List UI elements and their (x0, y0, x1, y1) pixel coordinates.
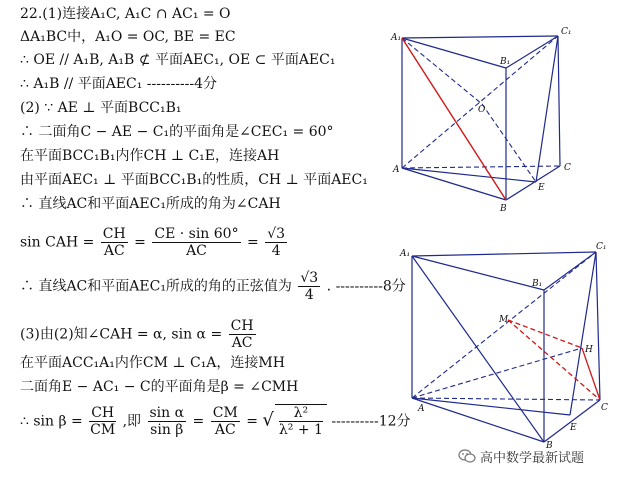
label-c1: C₁ (561, 27, 572, 37)
score-marker: . ----------8分 (326, 278, 406, 295)
step-2-angle: ∴ 直线AC和平面AEC₁所成的角为∠CAH (20, 196, 281, 212)
watermark-text: 高中数学最新试题 (480, 450, 585, 466)
label-m: M (499, 315, 509, 325)
fraction-denominator: AC (103, 243, 125, 259)
step-3-dihedral: 二面角E − AC₁ − C的平面角是β = ∠CMH (20, 379, 299, 395)
label-b: B (546, 441, 553, 450)
prism-figure-2 (396, 240, 611, 450)
step-1-conclusion: ∴ A₁B // 平面AEC₁ ----------4分 (20, 76, 218, 92)
edge-b-c (544, 400, 600, 442)
label-c: C (601, 403, 608, 413)
dashed-a-c (412, 398, 600, 400)
fraction-cm-ac (211, 405, 240, 438)
dashed-a-c1 (412, 252, 596, 398)
label-b: B (500, 204, 507, 214)
step-3-construct: 在平面ACC₁A₁内作CM ⊥ C₁A，连接MH (20, 355, 285, 371)
edge-b1-c1 (506, 36, 558, 68)
sqrt-symbol: √ (262, 409, 274, 431)
red-h-c (582, 348, 600, 400)
score-marker: ----------12分 (331, 413, 411, 430)
connector-text: ,即 (122, 413, 142, 430)
line-a-e (402, 168, 536, 182)
sin-beta-lhs: ∴ sin β = (20, 413, 83, 430)
line-c1-e (570, 252, 596, 415)
edge-c1-c (558, 36, 560, 166)
step-2-dihedral: ∴ 二面角C − AE − C₁的平面角是∠CEC₁ = 60° (20, 124, 334, 140)
fraction-sin-ratio (148, 405, 187, 438)
label-b1: B₁ (532, 279, 543, 289)
fraction-numerator: CM (212, 405, 238, 421)
line-c1-e (536, 36, 558, 182)
red-m-h (508, 320, 582, 348)
equals-sign: = (192, 413, 205, 430)
fraction-numerator: √3 (267, 226, 286, 242)
step-1-parallel: ∴ OE // A₁B, A₁B ⊄ 平面AEC₁, OE ⊂ 平面AEC₁ (20, 52, 336, 68)
label-a: A (393, 165, 400, 175)
edge-a-b (402, 168, 506, 200)
red-a1-b (402, 38, 506, 200)
edge-a1-c1 (412, 252, 596, 256)
prism-figure-1 (388, 20, 588, 220)
fraction-denominator: AC (231, 335, 253, 351)
label-a1: A₁ (391, 33, 402, 43)
step-2-property: 由平面AEC₁ ⊥ 平面BCC₁B₁的性质，CH ⊥ 平面AEC₁ (20, 172, 368, 188)
step-2-conclusion (20, 270, 406, 303)
step-2-construct: 在平面BCC₁B₁内作CH ⊥ C₁E，连接AH (20, 148, 280, 164)
fraction-ch-ac (101, 226, 128, 259)
step-1-connect: 22.(1)连接A₁C, A₁C ∩ AC₁ = O (20, 6, 231, 22)
dashed-a-h (412, 348, 582, 398)
sin-cah-equation (20, 226, 289, 259)
fraction-ch-cm (89, 405, 116, 438)
fraction-numerator: λ² (279, 405, 323, 422)
sin-beta-equation (20, 404, 411, 438)
label-c1: C₁ (596, 242, 607, 252)
edge-a1-c1 (402, 36, 558, 38)
fraction-sqrt3-4-result (298, 270, 320, 303)
fraction-lambda (279, 405, 323, 438)
fraction-denominator: sin β (150, 422, 184, 438)
equals-sign: = (134, 234, 146, 251)
fraction-numerator: √3 (300, 270, 319, 286)
step-2-start: (2) ∵ AE ⊥ 平面BCC₁B₁ (20, 100, 182, 116)
line-a1-b (412, 256, 544, 442)
fraction-numerator: CE · sin 60° (154, 226, 239, 242)
step-3-text: (3)由(2)知∠CAH = α, sin α = (20, 326, 223, 343)
label-a1: A₁ (400, 249, 411, 259)
fraction-denominator: AC (186, 243, 207, 259)
dashed-o-e (482, 104, 536, 182)
label-c: C (564, 163, 571, 173)
dashed-a-c (402, 166, 560, 168)
label-a: A (418, 404, 425, 414)
edge-c1-c (596, 252, 600, 400)
label-h: H (585, 345, 593, 355)
label-o: O (478, 105, 486, 115)
watermark (458, 445, 608, 467)
fraction-ce-sin60 (152, 226, 240, 259)
step-3-start (20, 318, 258, 351)
fraction-denominator: λ² + 1 (278, 422, 323, 438)
label-e: E (538, 183, 545, 193)
fraction-denominator: 4 (271, 243, 281, 259)
conclusion-text: ∴ 直线AC和平面AEC₁所成的角的正弦值为 (20, 278, 292, 295)
fraction-numerator: CH (102, 226, 126, 242)
fraction-denominator: AC (214, 422, 236, 438)
label-e: E (570, 423, 577, 433)
fraction-numerator: sin α (149, 405, 185, 421)
dashed-a1-c (402, 38, 482, 104)
fraction-denominator: CM (90, 422, 116, 438)
fraction-sqrt3-4 (265, 226, 287, 259)
sqrt-body (275, 404, 327, 438)
step-1-triangle: ΔA₁BC中，A₁O = OC, BE = EC (20, 29, 236, 45)
label-b1: B₁ (500, 57, 511, 67)
fraction-numerator: CH (230, 318, 254, 334)
edge-b-c (506, 166, 560, 200)
wechat-icon (458, 448, 476, 464)
fraction-ch-ac-alpha (229, 318, 256, 351)
fraction-denominator: 4 (304, 287, 314, 303)
equals-sign: = (246, 413, 258, 430)
equals-sign: = (247, 234, 259, 251)
fraction-numerator: CH (91, 405, 115, 421)
sin-cah-lhs: sin CAH = (20, 234, 95, 251)
